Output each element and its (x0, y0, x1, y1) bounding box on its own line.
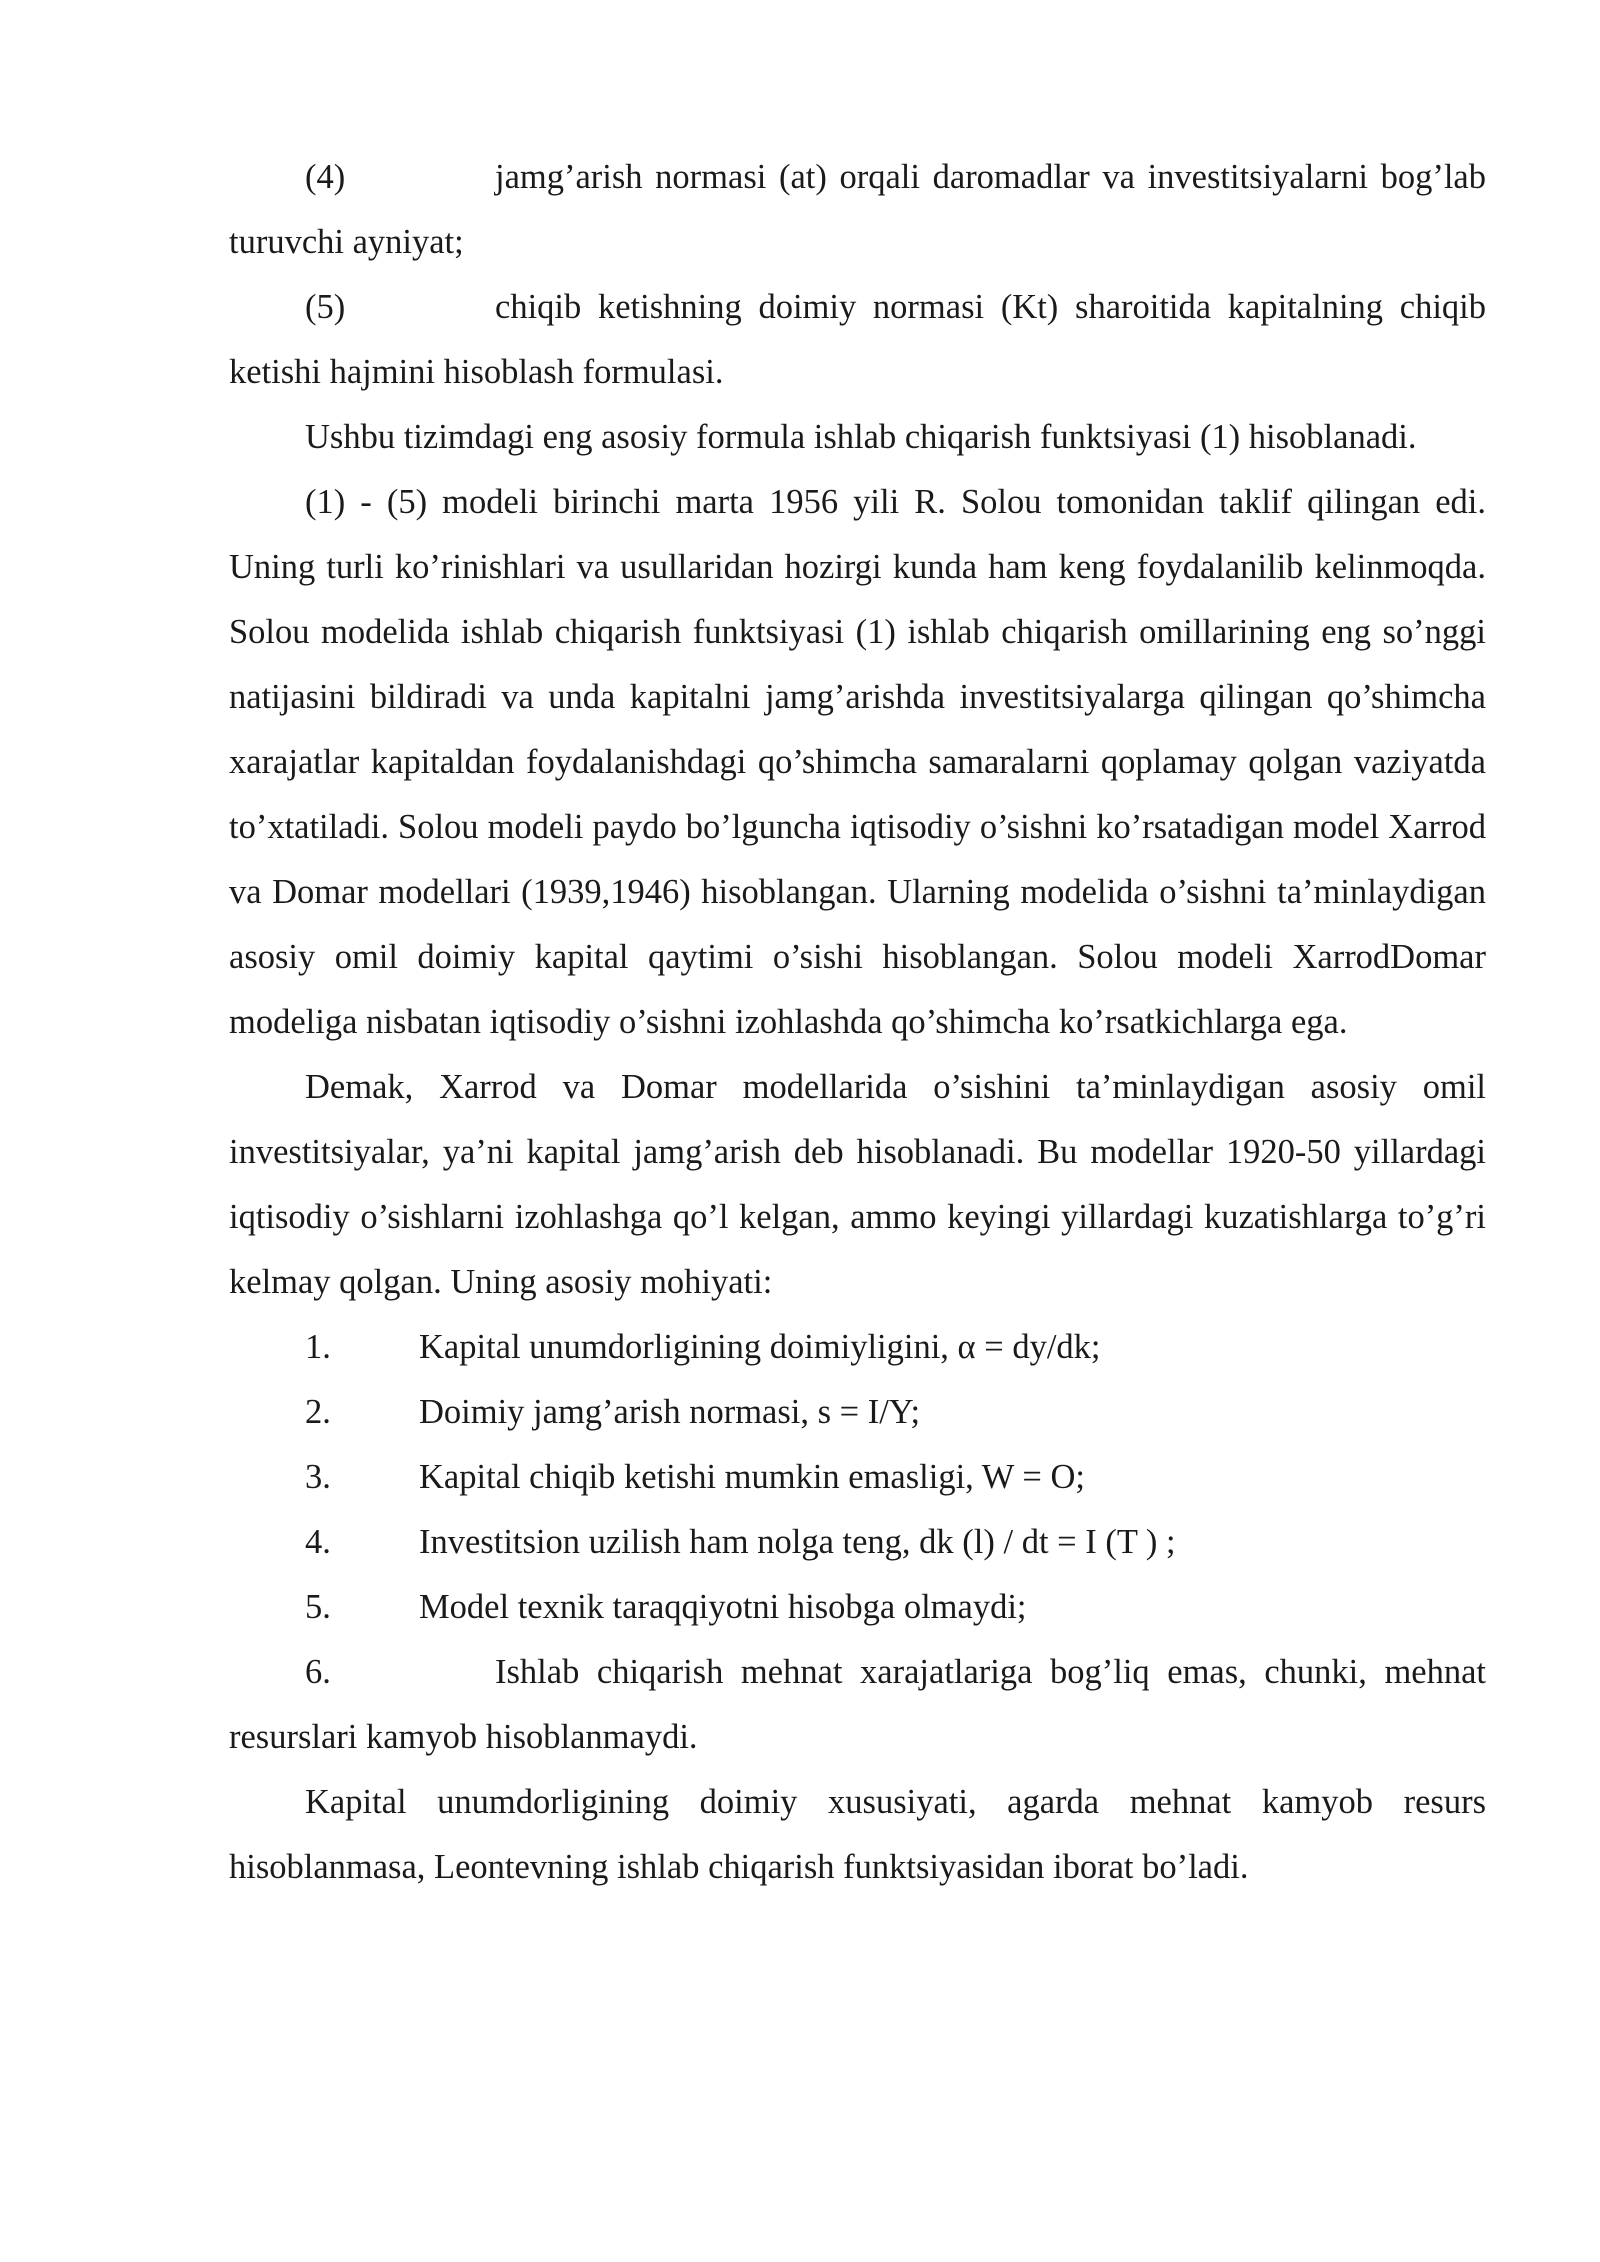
numbered-item-5 (229, 275, 1486, 405)
paragraph-main-formula: Ushbu tizimdagi eng asosiy formula ishlab chiqarish funktsiyasi (1) hisoblanadi. (305, 418, 1417, 456)
list-item-2 (305, 1380, 1486, 1445)
list-text: Ishlab chiqarish mehnat xarajatlariga bog’liq emas, chunki, mehnat resurslari kamyob hisoblanmaydi. (229, 1653, 1486, 1756)
item-text: chiqib ketishning doimiy normasi (Kt) sharoitida kapitalning chiqib ketishi hajmini hisoblash formulasi. (229, 288, 1486, 391)
list-number: 3. (305, 1458, 331, 1496)
list-text: Kapital unumdorligining doimiyligini, α = dy/dk; (419, 1328, 1101, 1366)
list-text: Doimiy jamg’arish normasi, s = I/Y; (419, 1393, 921, 1431)
document-body (229, 145, 1486, 1900)
item-text: jamg’arish normasi (at) orqali daromadlar va investitsiyalarni bog’lab turuvchi ayniyat; (229, 158, 1486, 261)
numbered-item-4 (229, 145, 1486, 275)
list-number: 4. (305, 1523, 331, 1561)
list-number: 1. (305, 1328, 331, 1366)
list-item-5 (305, 1575, 1486, 1640)
list-item-6 (229, 1640, 1486, 1770)
list-item-3 (305, 1445, 1486, 1510)
item-label: (5) (305, 288, 346, 326)
list-item-4 (305, 1510, 1486, 1575)
list-item-1 (305, 1315, 1486, 1380)
item-label: (4) (305, 158, 346, 196)
list-text: Investitsion uzilish ham nolga teng, dk (l) / dt = I (T ) ; (419, 1523, 1176, 1561)
list-number: 6. (305, 1653, 331, 1691)
list-number: 2. (305, 1393, 331, 1431)
list-number: 5. (305, 1588, 331, 1626)
list-text: Kapital chiqib ketishi mumkin emasligi, W = O; (419, 1458, 1085, 1496)
paragraph-harrod-domar: Demak, Xarrod va Domar modellarida o’sishini ta’minlaydigan asosiy omil investitsiyalar, ya’ni kapital jamg’arish deb hisoblanadi. Bu modellar 1920-50 yillardagi iqtisodiy o’sishlarni izohlashga qo’l kelgan, ammo keyingi yillardagi kuzatishlarga to’g’ri kelmay qolgan. Uning asosiy mohiyati: (229, 1068, 1486, 1301)
list-text: Model texnik taraqqiyotni hisobga olmaydi; (419, 1588, 1027, 1626)
paragraph-closing: Kapital unumdorligining doimiy xususiyati, agarda mehnat kamyob resurs hisoblanmasa, Leontevning ishlab chiqarish funktsiyasidan iborat bo’ladi. (229, 1783, 1486, 1886)
paragraph-solow-model: (1) - (5) modeli birinchi marta 1956 yili R. Solou tomonidan taklif qilingan edi. Uning turli ko’rinishlari va usullaridan hozirgi kunda ham keng foydalanilib kelinmoqda. Solou modelida ishlab chiqarish funktsiyasi (1) ishlab chiqarish omillarining eng so’nggi natijasini bildiradi va unda kapitalni jamg’arishda investitsiyalarga qilingan qo’shimcha xarajatlar kapitaldan foydalanishdagi qo’shimcha samaralarni qoplamay qolgan vaziyatda to’xtatiladi. Solou modeli paydo bo’lguncha iqtisodiy o’sishni ko’rsatadigan model Xarrod va Domar modellari (1939,1946) hisoblangan. Ularning modelida o’sishni ta’minlaydigan asosiy omil doimiy kapital qaytimi o’sishi hisoblangan. Solou modeli XarrodDomar modeliga nisbatan iqtisodiy o’sishni izohlashda qo’shimcha ko’rsatkichlarga ega. (229, 483, 1486, 1041)
